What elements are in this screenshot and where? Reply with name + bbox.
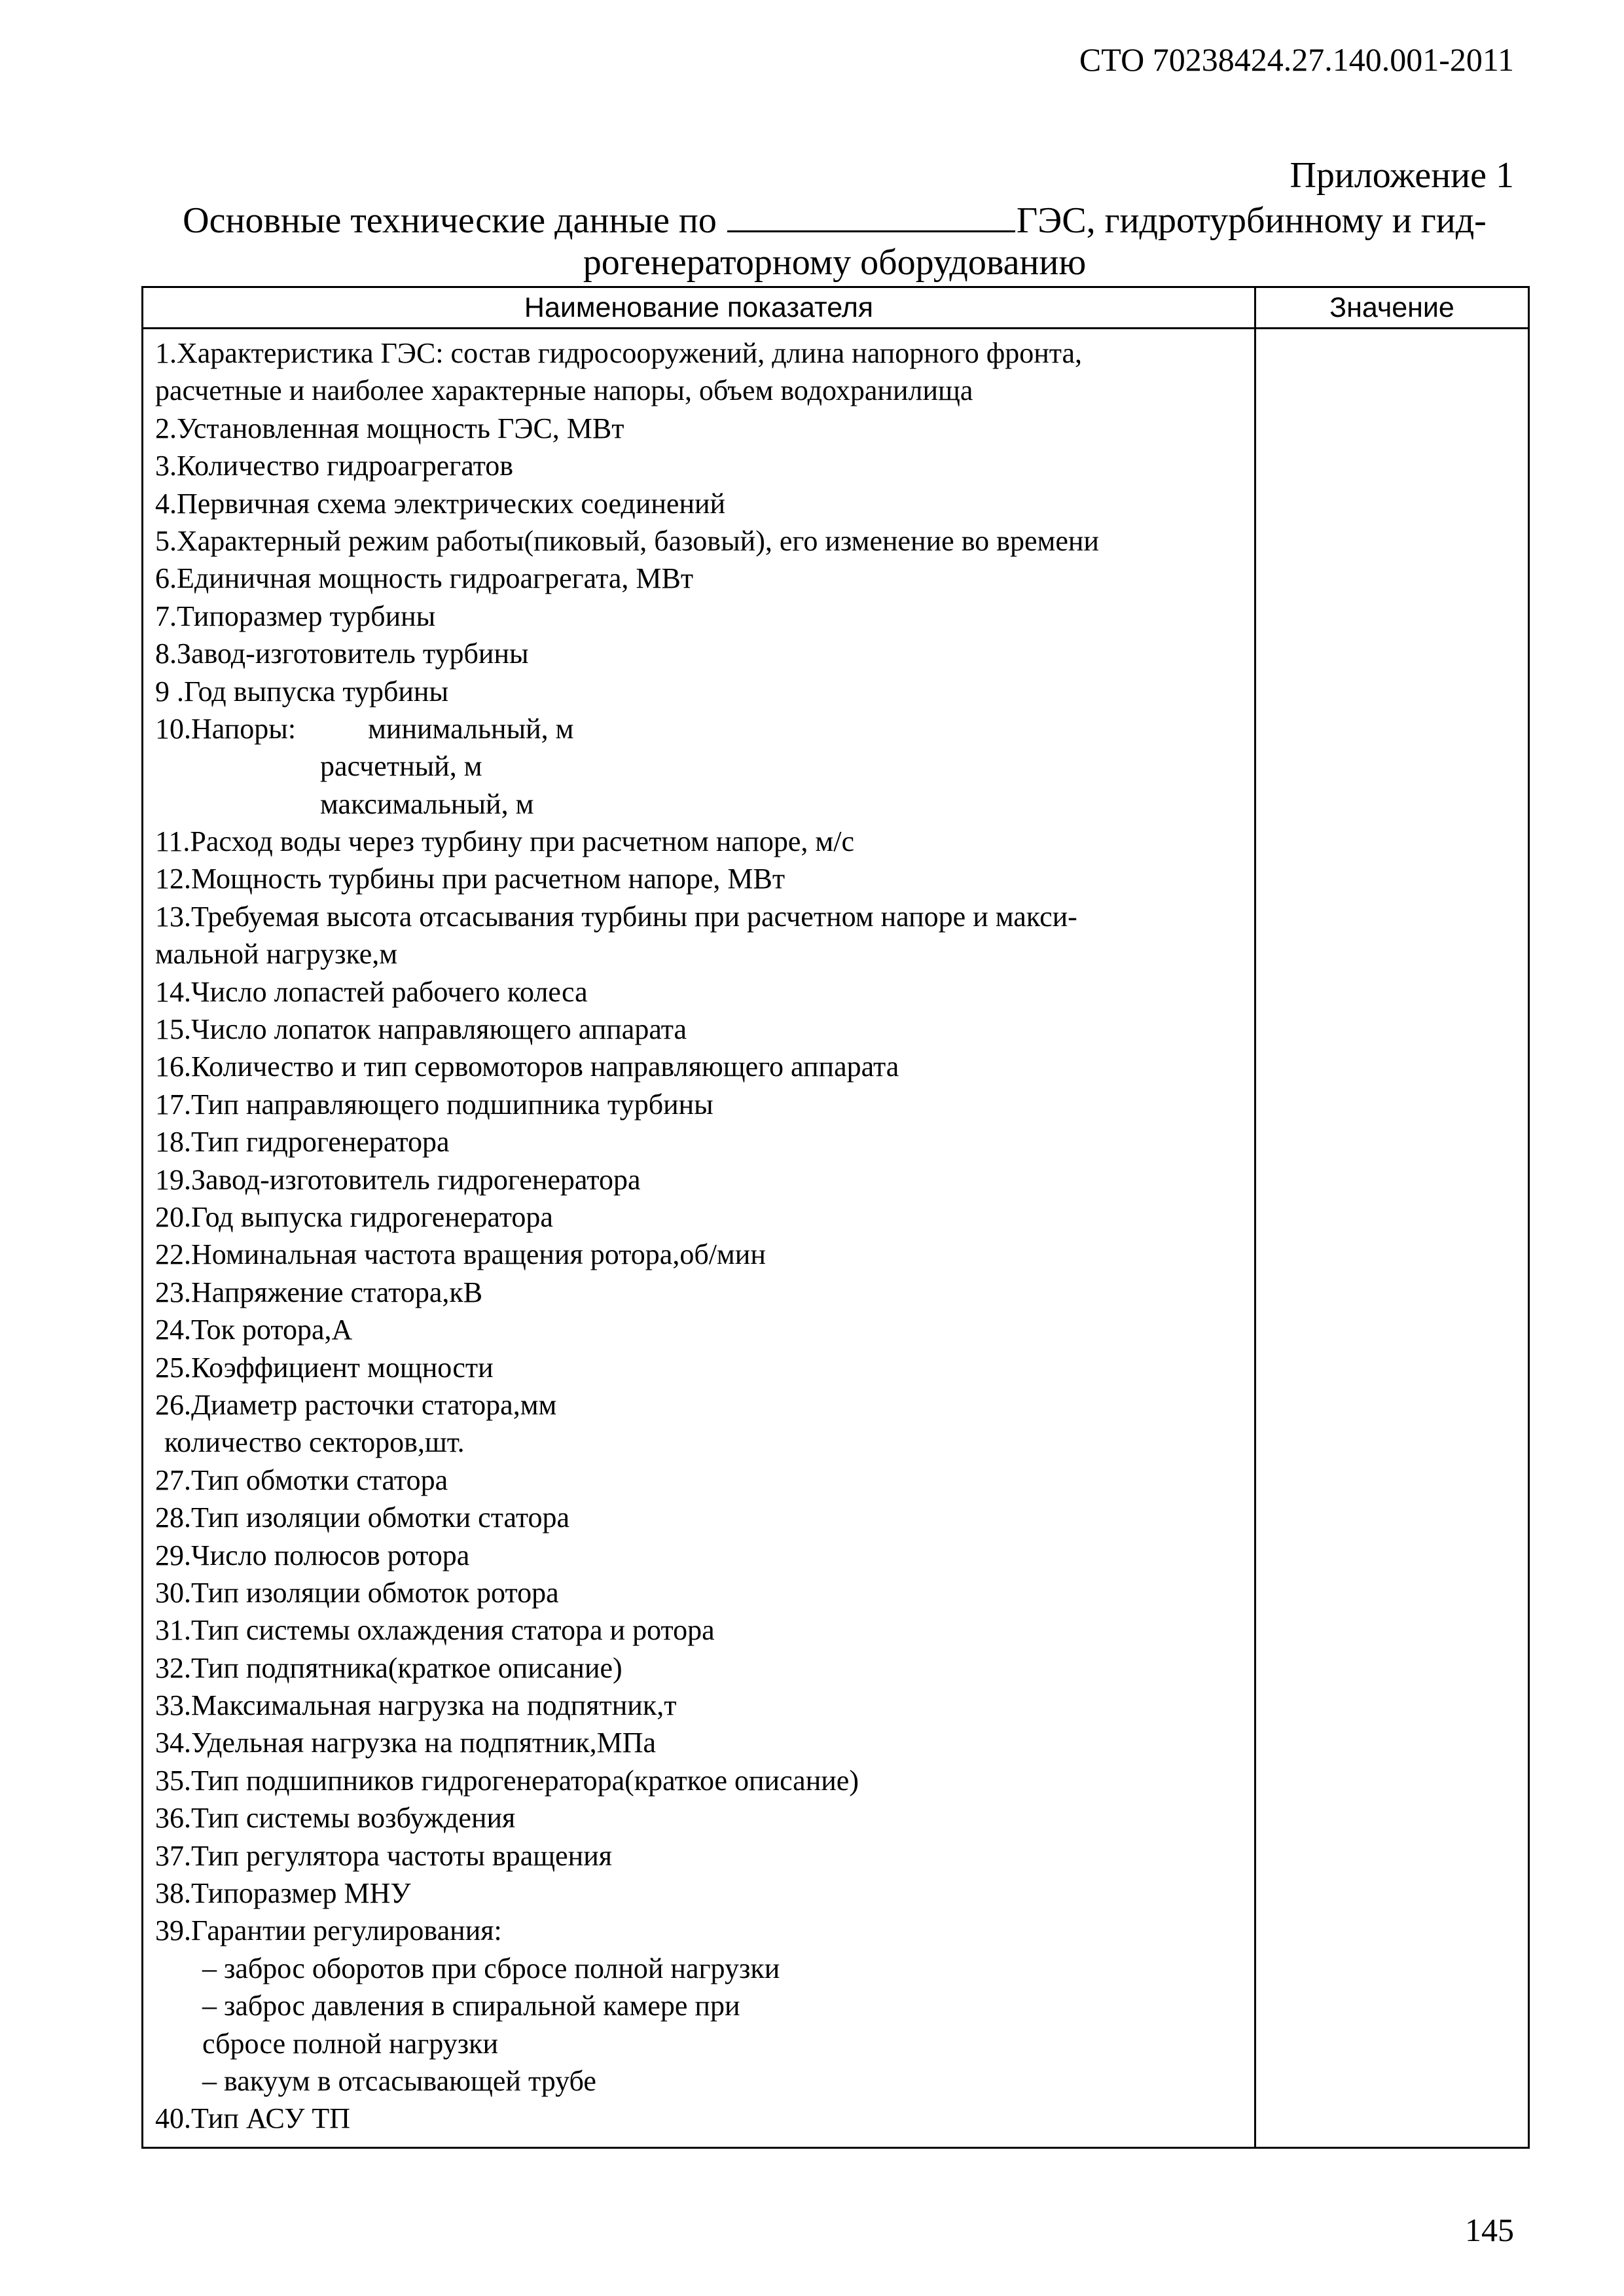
indicators-table [141, 286, 1530, 2149]
row-10a: 10.Напоры: [155, 712, 297, 745]
row-10b: минимальный, м [368, 712, 574, 745]
row-39b: – заброс давления в спиральной камере при [202, 1990, 740, 2022]
title-prefix: Основные технические данные по [183, 200, 717, 241]
row-37: 37.Тип регулятора частоты вращения [155, 1839, 612, 1872]
row-39a: – заброс оборотов при сбросе полной нагрузки [202, 1952, 780, 1984]
row-1a: 1.Характеристика ГЭС: состав гидросооружений, длина напорного фронта, [155, 337, 1083, 369]
row-6: 6.Единичная мощность гидроагрегата, МВт [155, 562, 694, 595]
row-33: 33.Максимальная нагрузка на подпятник,т [155, 1689, 677, 1722]
row-36: 36.Тип системы возбуждения [155, 1802, 516, 1835]
row-23: 23.Напряжение статора,кВ [155, 1276, 483, 1308]
row-39: 39.Гарантии регулирования: [155, 1914, 502, 1947]
header-indicator-name: Наименование показателя [143, 287, 1255, 329]
table-row [143, 329, 1529, 2148]
document-code: СТО 70238424.27.140.001-2011 [1079, 41, 1514, 78]
document-title [141, 200, 1528, 283]
row-22: 22.Номинальная частота вращения ротора,об/мин [155, 1238, 766, 1271]
row-10c: расчетный, м [320, 750, 482, 783]
row-13a: 13.Требуемая высота отсасывания турбины при расчетном напоре и макси- [155, 900, 1077, 933]
row-17: 17.Тип направляющего подшипника турбины [155, 1088, 713, 1121]
row-35: 35.Тип подшипников гидрогенератора(краткое описание) [155, 1764, 859, 1797]
row-39d: – вакуум в отсасывающей трубе [202, 2064, 596, 2097]
row-19: 19.Завод-изготовитель гидрогенератора [155, 1163, 641, 1196]
appendix-label: Приложение 1 [1290, 155, 1514, 196]
row-9: 9 .Год выпуска турбины [155, 675, 449, 708]
row-1b: расчетные и наиболее характерные напоры, объем водохранилища [155, 374, 973, 407]
row-7: 7.Типоразмер турбины [155, 600, 436, 632]
title-blank-field [727, 202, 1015, 232]
row-31: 31.Тип системы охлаждения статора и ротора [155, 1614, 715, 1647]
row-12: 12.Мощность турбины при расчетном напоре, МВт [155, 863, 785, 895]
row-4: 4.Первичная схема электрических соединений [155, 487, 726, 520]
row-30: 30.Тип изоляции обмоток ротора [155, 1576, 559, 1609]
row-16: 16.Количество и тип сервомоторов направляющего аппарата [155, 1050, 899, 1083]
row-10-heads [155, 710, 1254, 747]
row-20: 20.Год выпуска гидрогенератора [155, 1200, 553, 1233]
row-26b: количество секторов,шт. [164, 1426, 465, 1459]
row-28: 28.Тип изоляции обмотки статора [155, 1501, 570, 1534]
row-11: 11.Расход воды через турбину при расчетном напоре, м/с [155, 825, 855, 858]
title-line-2: рогенераторному оборудованию [583, 242, 1087, 283]
row-14: 14.Число лопастей рабочего колеса [155, 975, 588, 1008]
row-32: 32.Тип подпятника(краткое описание) [155, 1651, 623, 1684]
row-29: 29.Число полюсов ротора [155, 1539, 470, 1571]
row-2: 2.Установленная мощность ГЭС, МВт [155, 412, 624, 444]
header-value: Значение [1255, 287, 1529, 329]
row-8: 8.Завод-изготовитель турбины [155, 637, 529, 670]
row-15: 15.Число лопаток направляющего аппарата [155, 1013, 687, 1046]
indicator-names-cell [143, 329, 1255, 2148]
row-5: 5.Характерный режим работы(пиковый, базовый), его изменение во времени [155, 524, 1099, 557]
row-38: 38.Типоразмер МНУ [155, 1877, 411, 1910]
row-25: 25.Коэффициент мощности [155, 1351, 494, 1384]
row-18: 18.Тип гидрогенератора [155, 1126, 450, 1158]
title-suffix: ГЭС, гидротурбинному и гид- [1016, 200, 1487, 241]
values-cell [1255, 329, 1529, 2148]
row-34: 34.Удельная нагрузка на подпятник,МПа [155, 1727, 657, 1759]
page-number: 145 [1465, 2212, 1514, 2248]
row-13b: мальной нагрузке,м [155, 938, 398, 971]
table-header-row [143, 287, 1529, 329]
row-27: 27.Тип обмотки статора [155, 1463, 448, 1496]
row-3: 3.Количество гидроагрегатов [155, 450, 514, 482]
row-40: 40.Тип АСУ ТП [155, 2102, 351, 2135]
row-39c: сбросе полной нагрузки [202, 2027, 499, 2060]
row-26a: 26.Диаметр расточки статора,мм [155, 1388, 557, 1421]
row-10d: максимальный, м [320, 787, 534, 820]
row-24: 24.Ток ротора,А [155, 1314, 353, 1346]
title-line-1 [141, 200, 1528, 242]
